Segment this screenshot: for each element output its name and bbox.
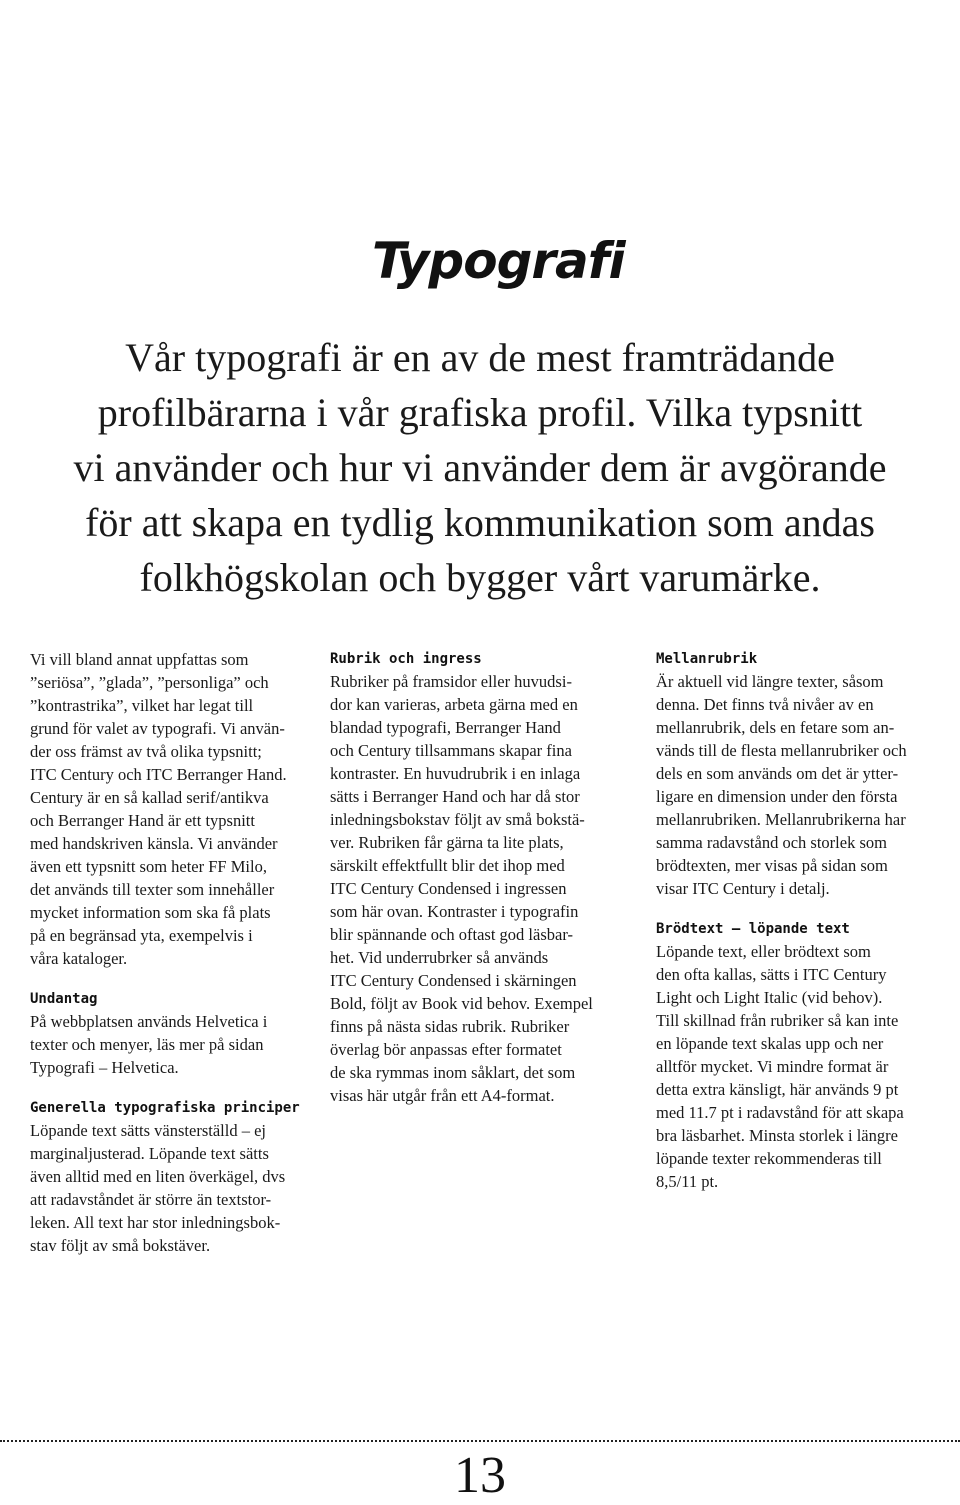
intro-paragraph [0, 330, 960, 605]
body-text-line: Light och Light Italic (vid behov). [656, 988, 883, 1007]
body-text-line: den ofta kallas, sätts i ITC Century [656, 965, 887, 984]
section-gap [30, 1079, 320, 1097]
section-heading: Undantag [30, 991, 98, 1007]
text-section [30, 648, 320, 970]
body-text-line: Bold, följt av Book vid behov. Exempel [330, 994, 593, 1013]
body-text-line: dels en som används om det är ytter- [656, 764, 899, 783]
body-text-line: ITC Century Condensed i ingressen [330, 879, 567, 898]
body-text-line: med handskriven känsla. Vi använder [30, 834, 278, 853]
text-section [330, 648, 620, 1107]
body-text-line: brödtexten, mer visas på sidan som [656, 856, 888, 875]
intro-line: vi använder och hur vi använder dem är avgörande [73, 445, 887, 490]
body-text-line: het. Vid underrubrker så används [330, 948, 549, 967]
body-text-line: ”kontrastrika”, vilket har legat till [30, 696, 254, 715]
section-heading: Rubrik och ingress [330, 651, 482, 667]
body-text-line: Till skillnad från rubriker så kan inte [656, 1011, 899, 1030]
body-text-line: 8,5/11 pt. [656, 1172, 719, 1191]
body-text-line: de ska rymmas inom såklart, det som [330, 1063, 576, 1082]
body-text-line: och Century tillsammans skapar fina [330, 741, 572, 760]
body-text-line: särskilt effektfullt blir det ihop med [330, 856, 565, 875]
body-text-line: Löpande text, eller brödtext som [656, 942, 871, 961]
body-text-line: sätts i Berranger Hand och har då stor [330, 787, 580, 806]
body-text-line: bra läsbarhet. Minsta storlek i längre [656, 1126, 898, 1145]
body-text-line: ver. Rubriken får gärna ta lite plats, [330, 833, 564, 852]
body-text-line: marginaljusterad. Löpande text sätts [30, 1144, 269, 1163]
body-text-line: vänds till de flesta mellanrubriker och [656, 741, 907, 760]
intro-line: Vår typografi är en av de mest framträdande [125, 335, 835, 380]
body-text-line: texter och menyer, läs mer på sidan [30, 1035, 264, 1054]
body-text-line: der oss främst av två olika typsnitt; [30, 742, 262, 761]
text-column-1 [30, 648, 320, 1257]
body-text-line: Löpande text sätts vänsterställd – ej [30, 1121, 266, 1140]
text-section [656, 648, 956, 900]
body-text-line: blir spännande och oftast god läsbar- [330, 925, 573, 944]
body-text-line: löpande texter rekommenderas till [656, 1149, 882, 1168]
body-text-line: kontraster. En huvudrubrik i en inlaga [330, 764, 581, 783]
body-text-line: och Berranger Hand är ett typsnitt [30, 811, 255, 830]
body-text-line: en löpande text skalas upp och ner [656, 1034, 884, 1053]
body-text-line: mellanrubriken. Mellanrubrikerna har [656, 810, 906, 829]
body-text-line: samma radavstånd och storlek som [656, 833, 887, 852]
body-text-line: stav följt av små bokstäver. [30, 1236, 211, 1255]
text-section [30, 988, 320, 1079]
body-text-line: det används till texter som innehåller [30, 880, 275, 899]
body-text-line: alltför mycket. Vi mindre format är [656, 1057, 889, 1076]
body-text-line: mellanrubrik, dels en fetare som an- [656, 718, 895, 737]
body-text-line: blandad typografi, Berranger Hand [330, 718, 561, 737]
text-section [656, 918, 956, 1193]
body-text-line: som här ovan. Kontraster i typografin [330, 902, 579, 921]
body-text-line: på en begränsad yta, exempelvis i [30, 926, 253, 945]
body-text-line: finns på nästa sidas rubrik. Rubriker [330, 1017, 570, 1036]
body-text-line: På webbplatsen används Helvetica i [30, 1012, 268, 1031]
text-column-3 [656, 648, 956, 1193]
body-text-line: Är aktuell vid längre texter, såsom [656, 672, 884, 691]
body-text-line: Rubriker på framsidor eller huvudsi- [330, 672, 572, 691]
section-heading: Mellanrubrik [656, 651, 758, 667]
body-text-line: denna. Det finns två nivåer av en [656, 695, 874, 714]
body-text-line: även ett typsnitt som heter FF Milo, [30, 857, 267, 876]
text-section [30, 1097, 320, 1257]
body-text-line: ligare en dimension under den första [656, 787, 898, 806]
intro-line: folkhögskolan och bygger vårt varumärke. [139, 555, 821, 600]
body-text-line: dor kan varieras, arbeta gärna med en [330, 695, 578, 714]
body-text-line: inledningsbokstav följt av små bokstä- [330, 810, 585, 829]
footer-divider [0, 1440, 960, 1442]
section-gap [656, 900, 956, 918]
body-text-line: överlag bör anpassas efter formatet [330, 1040, 562, 1059]
intro-line: för att skapa en tydlig kommunikation som andas [85, 500, 875, 545]
section-heading: Brödtext – löpande text [656, 921, 850, 937]
body-text-line: ITC Century Condensed i skärningen [330, 971, 577, 990]
body-text-line: ITC Century och ITC Berranger Hand. [30, 765, 287, 784]
body-text-line: Century är en så kallad serif/antikva [30, 788, 269, 807]
body-text-line: Vi vill bland annat uppfattas som [30, 650, 249, 669]
section-heading: Generella typografiska principer [30, 1100, 300, 1116]
section-gap [30, 970, 320, 988]
body-text-line: våra kataloger. [30, 949, 128, 968]
body-text-line: visas här utgår från ett A4-format. [330, 1086, 555, 1105]
page-number: 13 [454, 1447, 506, 1504]
intro-line: profilbärarna i vår grafiska profil. Vilka typsnitt [97, 390, 863, 435]
body-text-line: även alltid med en liten överkägel, dvs [30, 1167, 286, 1186]
text-column-2 [330, 648, 620, 1107]
page-title: Typografi [372, 232, 625, 290]
body-text-line: ”seriösa”, ”glada”, ”personliga” och [30, 673, 269, 692]
body-text-line: visar ITC Century i detalj. [656, 879, 830, 898]
body-text-line: Typografi – Helvetica. [30, 1058, 179, 1077]
body-text-line: grund för valet av typografi. Vi använ- [30, 719, 285, 738]
body-text-line: leken. All text har stor inledningsbok- [30, 1213, 281, 1232]
body-text-line: att radavståndet är större än textstor- [30, 1190, 272, 1209]
body-text-line: mycket information som ska få plats [30, 903, 271, 922]
body-text-line: detta extra känsligt, här används 9 pt [656, 1080, 899, 1099]
body-text-line: med 11.7 pt i radavstånd för att skapa [656, 1103, 904, 1122]
